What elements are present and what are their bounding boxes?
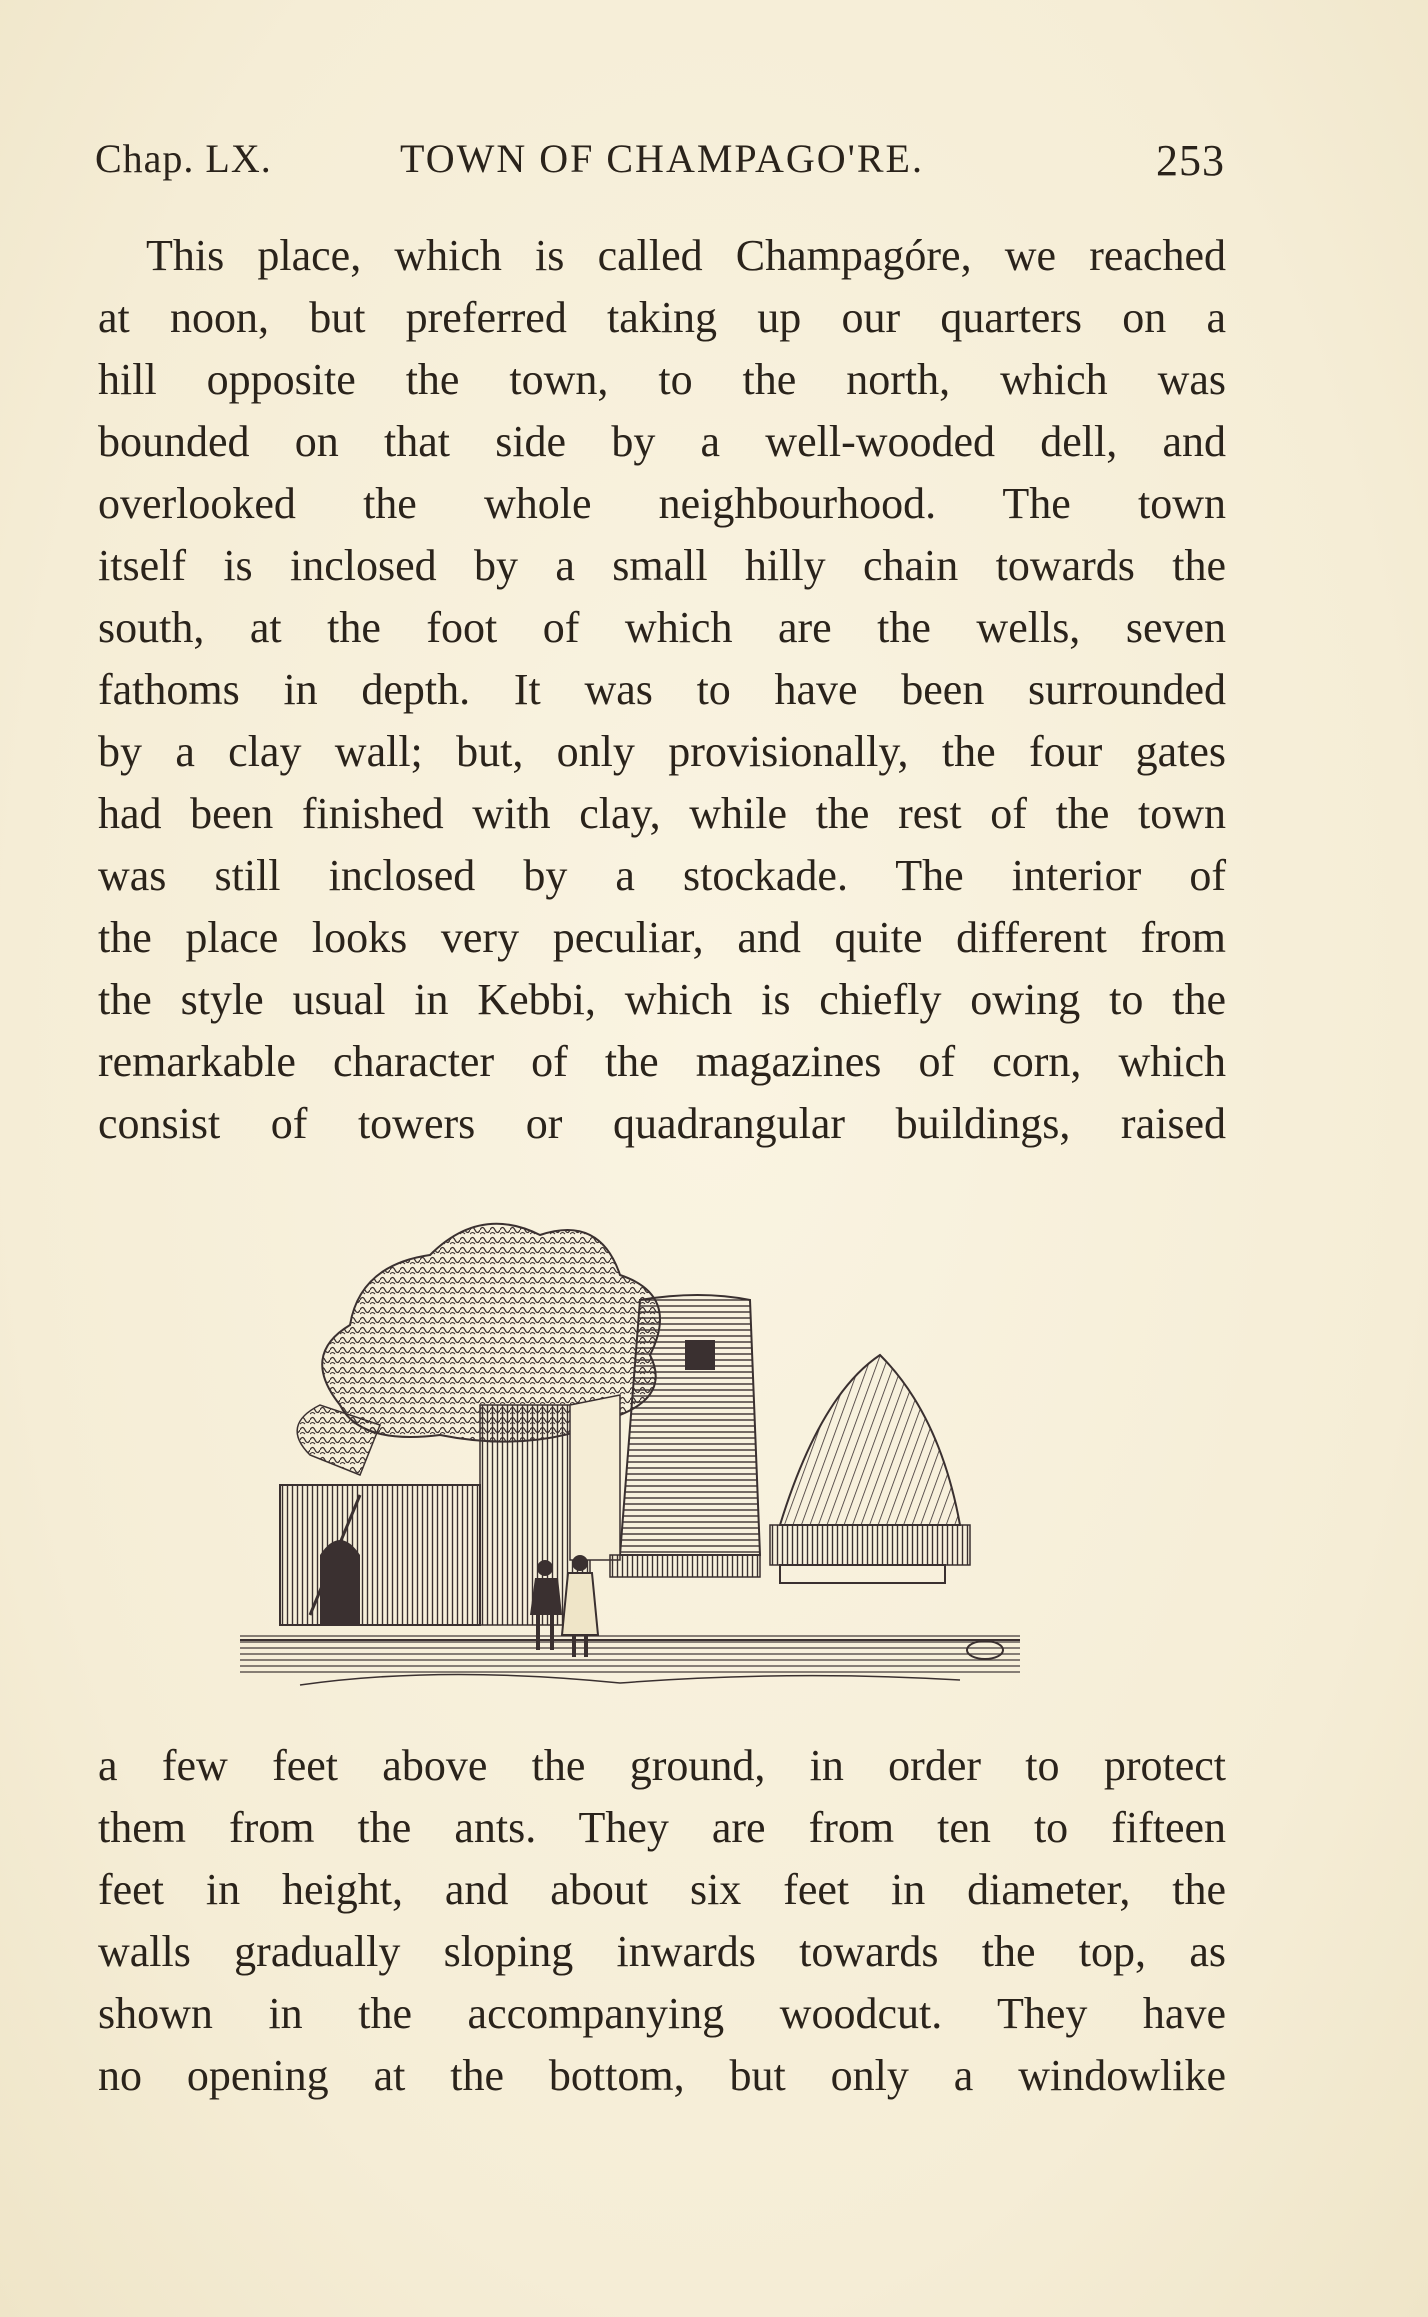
text-line: had been finished with clay, while the rest of the town: [98, 789, 1226, 838]
text-line: overlooked the whole neighbourhood. The town: [98, 479, 1226, 528]
text-line: south, at the foot of which are the wells, seven: [98, 603, 1226, 652]
text-line: consist of towers or quadrangular buildings, raised: [98, 1099, 1226, 1148]
text-line: hill opposite the town, to the north, which was: [98, 355, 1226, 404]
chapter-label: Chap. LX.: [95, 136, 272, 181]
text-line: fathoms in depth. It was to have been surrounded: [98, 665, 1226, 714]
thatched-hut: [770, 1355, 970, 1583]
page-number: 253: [1156, 136, 1225, 185]
text-line: itself is inclosed by a small hilly chain towards the: [98, 541, 1226, 590]
text-line: them from the ants. They are from ten to fifteen: [98, 1803, 1226, 1852]
text-line: the style usual in Kebbi, which is chiefly owing to the: [98, 975, 1226, 1024]
running-header: [95, 135, 1225, 185]
ground: [240, 1635, 1020, 1685]
text-line: feet in height, and about six feet in diameter, the: [98, 1865, 1226, 1914]
text-line: walls gradually sloping inwards towards the top, as: [98, 1927, 1226, 1976]
text-line: bounded on that side by a well-wooded dell, and: [98, 417, 1226, 466]
text-line: This place, which is called Champagóre, we reached: [146, 231, 1226, 280]
text-line: a few feet above the ground, in order to protect: [98, 1741, 1226, 1790]
text-line: by a clay wall; but, only provisionally, the four gates: [98, 727, 1226, 776]
text-line: the place looks very peculiar, and quite different from: [98, 913, 1226, 962]
paragraph-2: [98, 1735, 1226, 2107]
text-line: no opening at the bottom, but only a windowlike: [98, 2051, 1226, 2100]
text-line: remarkable character of the magazines of corn, which: [98, 1037, 1226, 1086]
text-line: shown in the accompanying woodcut. They have: [98, 1989, 1226, 2038]
running-title: TOWN OF CHAMPAGO'RE.: [400, 136, 924, 181]
text-line: at noon, but preferred taking up our quarters on a: [98, 293, 1226, 342]
text-line: was still inclosed by a stockade. The interior of: [98, 851, 1226, 900]
paragraph-1: [98, 225, 1226, 1155]
woodcut-illustration: [240, 1195, 1080, 1705]
